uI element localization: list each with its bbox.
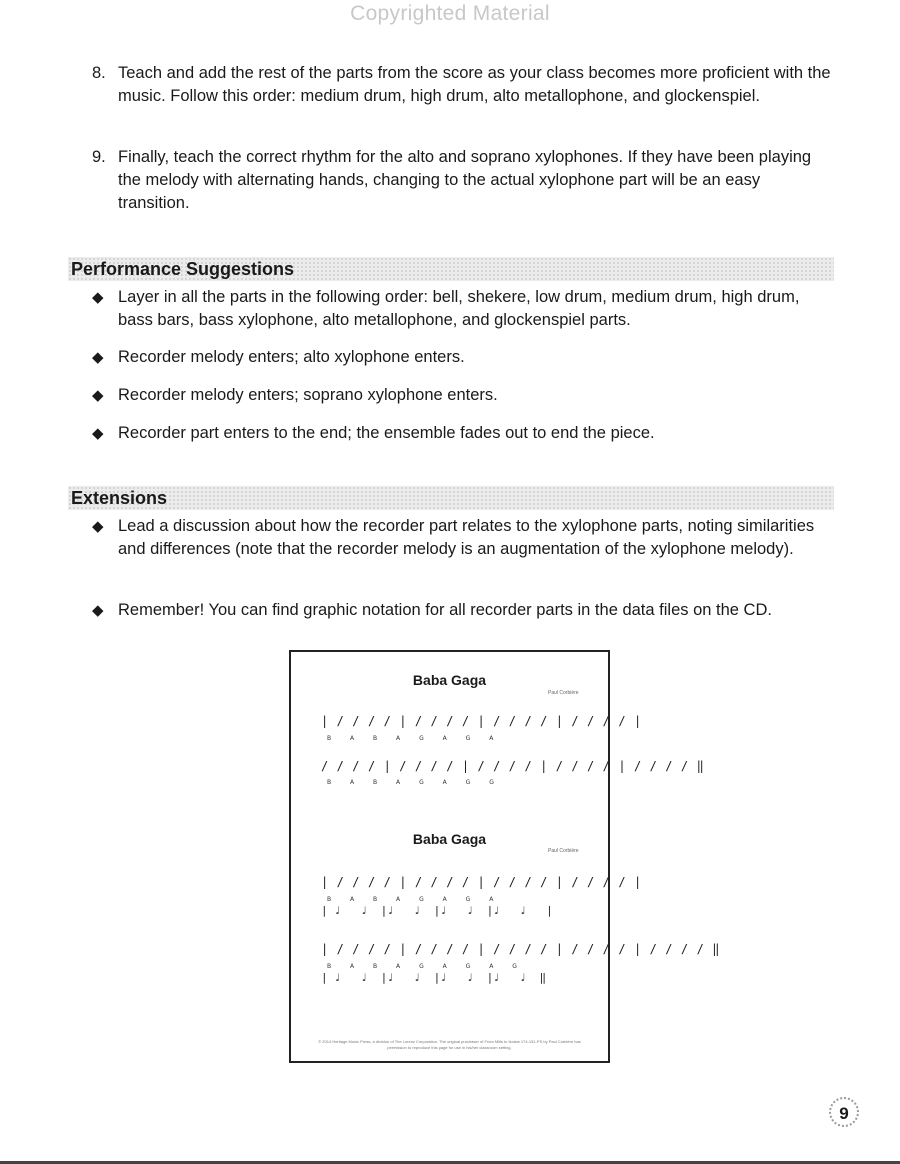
score-staff: | / / / / | / / / / | / / / / | / / / / | [321,875,642,889]
score-note-names: B A B A G A G G [327,779,494,786]
diamond-bullet-icon: ◆ [92,349,104,366]
performance-heading: Performance Suggestions [68,257,834,281]
copyright-watermark: Copyrighted Material [350,2,550,25]
score-title: Baba Gaga [412,831,487,847]
score-note-names: B A B A G A G A [327,735,494,742]
step-number: 8. [92,64,106,82]
step-number: 9. [92,148,106,166]
step-text: Finally, teach the correct rhythm for the alto and soprano xylophones. If they have been playing the melody with alternating hands, changing to the actual xylophone part will be an easy transition. [118,148,812,212]
score-copyright: © 2014 Heritage Music Press, a division of The Lorenz Corporation. The original purchaser of From Mills to Ikolwe 174-151-PS by Paul Corbière has permission to reproduce this page for use in his/her classroom setting. [318,1039,581,1050]
diamond-bullet-icon: ◆ [92,602,104,619]
step-item [92,62,832,108]
score-image [289,650,721,1063]
score-rhythm: | ♩ ♩ |♩ ♩ |♩ ♩ |♩ ♩ ‖ [321,971,547,984]
score-staff: | / / / / | / / / / | / / / / | / / / / | / / / / ‖ [321,942,721,956]
diamond-bullet-icon: ◆ [92,387,104,404]
extensions-heading: Extensions [68,486,834,510]
list-item-text: Recorder melody enters; soprano xylophone enters. [118,386,498,404]
score-title: Baba Gaga [412,672,487,688]
score-staff: | / / / / | / / / / | / / / / | / / / / | [321,714,642,728]
list-item [92,422,834,445]
list-item-text: Layer in all the parts in the following order: bell, shekere, low drum, medium drum, high drum, bass bars, bass xylophone, alto metallophone, and glockenspiel parts. [118,288,800,329]
diamond-bullet-icon: ◆ [92,518,104,535]
list-item [92,515,834,561]
list-item-text: Lead a discussion about how the recorder part relates to the xylophone parts, noting similarities and differences (note that the recorder melody is an augmentation of the xylophone melody). [118,517,815,558]
score-staff: / / / / | / / / / | / / / / | / / / / | / / / / ‖ [321,759,705,773]
score-rhythm: | ♩ ♩ |♩ ♩ |♩ ♩ |♩ ♩ | [321,904,553,917]
diamond-bullet-icon: ◆ [92,425,104,442]
score-composer: Paul Corbière [548,690,579,696]
list-item [92,286,834,332]
page-number: 9 [829,1097,859,1127]
step-item [92,146,832,215]
list-item [92,384,834,407]
score-note-names: B A B A G A G A [327,896,494,903]
list-item [92,599,834,622]
score-composer: Paul Corbière [548,848,579,854]
list-item [92,346,834,369]
step-text: Teach and add the rest of the parts from the score as your class becomes more proficient with the music. Follow this order: medium drum, high drum, alto metallophone, and glockenspiel. [118,64,831,105]
list-item-text: Recorder part enters to the end; the ensemble fades out to end the piece. [118,424,655,442]
diamond-bullet-icon: ◆ [92,289,104,306]
list-item-text: Recorder melody enters; alto xylophone enters. [118,348,465,366]
score-note-names: B A B A G A G A G [327,963,517,970]
list-item-text: Remember! You can find graphic notation for all recorder parts in the data files on the CD. [118,601,772,619]
